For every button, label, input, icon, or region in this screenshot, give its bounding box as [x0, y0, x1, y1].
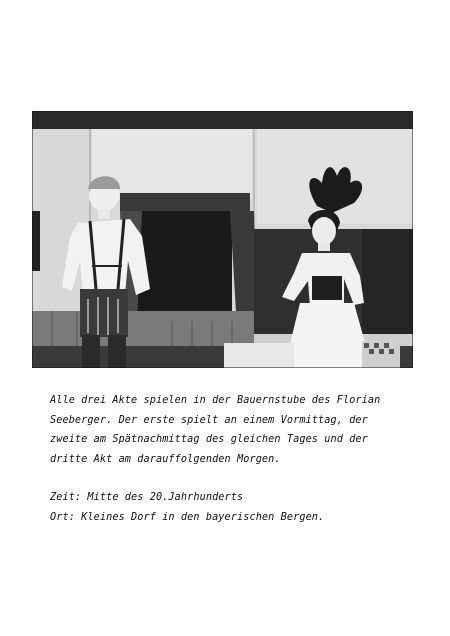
setting-place: Ort: Kleines Dorf in den bayerischen Bergen. [50, 511, 325, 523]
stage-notes [50, 391, 410, 527]
description-line: Alle drei Akte spielen in der Bauernstube des Florian [50, 395, 381, 406]
description-line: Seeberger. Der erste spielt an einem Vormittag, der [50, 414, 368, 426]
description-line: zweite am Spätnachmittag des gleichen Tages und der [50, 434, 368, 445]
stage-photo-graphic [32, 111, 413, 368]
description-line: dritte Akt am darauffolgenden Morgen. [50, 453, 281, 465]
paragraph-gap [50, 469, 410, 488]
setting-time: Zeit: Mitte des 20.Jahrhunderts [50, 492, 244, 503]
stage-photo [32, 111, 413, 368]
